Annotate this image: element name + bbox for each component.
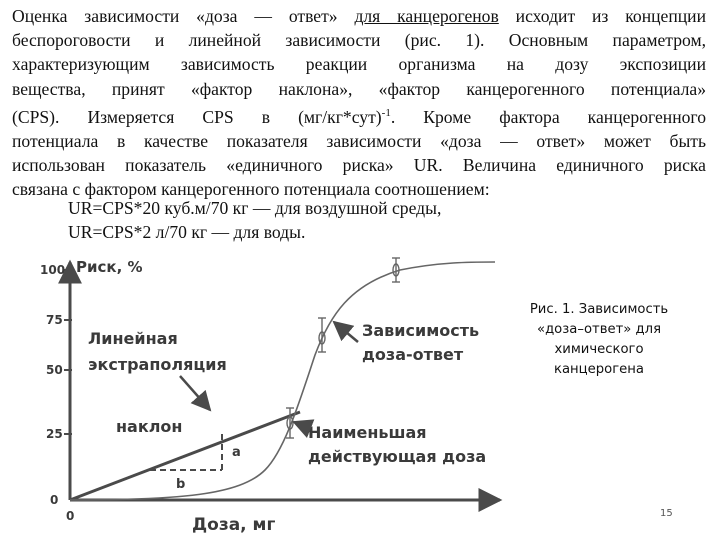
error-bar-high xyxy=(392,258,400,282)
error-bar-mid xyxy=(318,318,326,352)
dose-response-label-line1: Зависимость xyxy=(362,321,480,340)
linear-label-line1: Линейная xyxy=(88,329,178,348)
page-number: 15 xyxy=(660,508,673,519)
text-line-7: использован показатель «единичного риска» UR. Величина единичного риска xyxy=(12,155,706,176)
text-line-2: беспороговости и линейной зависимости (рис. 1). Основным параметром, xyxy=(12,30,706,51)
y-tick-50: 50 xyxy=(46,363,63,377)
formula-air: UR=CPS*20 куб.м/70 кг — для воздушной среды, xyxy=(68,198,442,218)
caption-line-3: химического xyxy=(554,342,644,357)
dose-response-arrow xyxy=(334,322,358,342)
y-tick-100: 100 xyxy=(40,263,66,277)
text-line-1: Оценка зависимости «доза — ответ» для канцерогенов исходит из концепции xyxy=(12,6,707,26)
caption-line-2: «доза–ответ» для xyxy=(537,322,661,337)
text-line-3: характеризующим зависимость реакции организма на дозу экспозиции xyxy=(12,54,706,75)
linear-label-arrow xyxy=(180,376,210,410)
x-axis-label: Доза, мг xyxy=(192,515,276,535)
text-line-6: потенциала в качестве показателя зависимости «доза — ответ» может быть xyxy=(12,130,706,151)
formula-water: UR=CPS*2 л/70 кг — для воды. xyxy=(68,222,306,242)
x-origin-label: 0 xyxy=(66,509,75,523)
text-line-4: вещества, принят «фактор наклона», «фактор канцерогенного потенциала» xyxy=(12,78,706,99)
caption-line-4: канцерогена xyxy=(554,362,644,377)
slope-label: наклон xyxy=(116,417,183,436)
exponent: -1 xyxy=(381,106,391,119)
caption-line-1: Рис. 1. Зависимость xyxy=(529,302,669,317)
y-tick-0: 0 xyxy=(50,493,59,507)
y-tick-75: 75 xyxy=(46,313,63,327)
underlined-phrase: для канцерогенов xyxy=(354,6,499,26)
text-line-8: связана с фактором канцерогенного потенциала соотношением: xyxy=(12,179,490,200)
y-axis-label: Риск, % xyxy=(76,258,143,276)
segment-a-label: a xyxy=(232,445,241,460)
loel-label-line2: действующая доза xyxy=(308,447,487,466)
loel-arrow xyxy=(294,422,304,426)
loel-label-line1: Наименьшая xyxy=(308,423,427,442)
segment-b-label: b xyxy=(176,477,186,492)
dose-response-label-line2: доза-ответ xyxy=(362,345,464,364)
figure-caption xyxy=(506,300,692,380)
linear-label-line2: экстраполяция xyxy=(88,355,227,374)
y-tick-25: 25 xyxy=(46,427,63,441)
text-line-5: (CPS). Измеряется CPS в $(мг/кг*сут)^{-1}$. Кроме фактора канцерогенного xyxy=(12,106,707,127)
